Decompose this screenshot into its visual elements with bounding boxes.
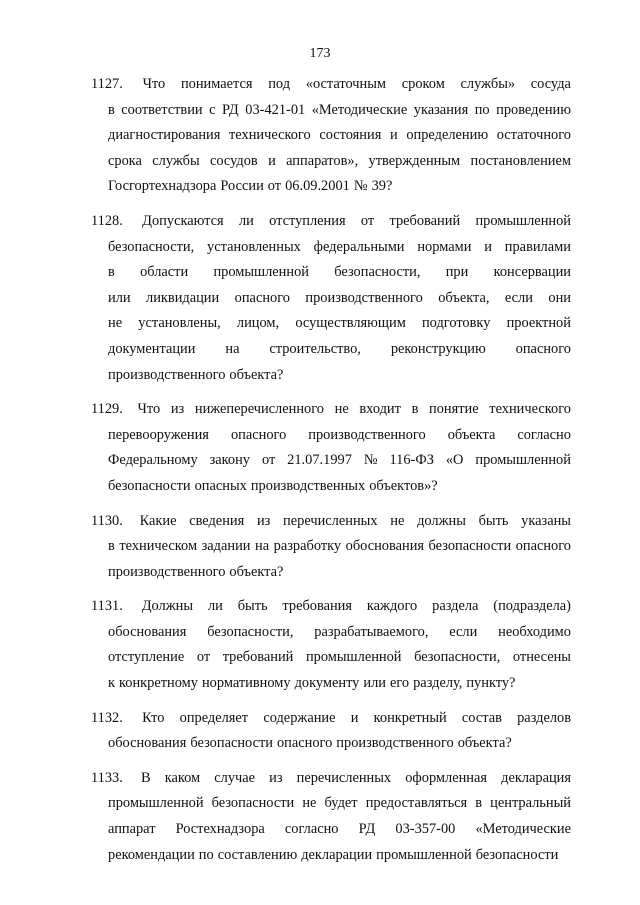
word: требования: [282, 598, 352, 615]
word: 06.09.2001: [285, 178, 350, 195]
word: на: [255, 538, 270, 555]
word: постановлением: [470, 152, 571, 169]
word: документу: [294, 675, 360, 692]
question-first-line: [91, 72, 571, 98]
word: проведению: [496, 101, 571, 118]
word: не: [390, 512, 405, 529]
word: «Методические: [475, 821, 571, 838]
word: обоснования: [108, 623, 187, 640]
word: случае: [214, 769, 256, 786]
word: опасного: [515, 538, 571, 555]
word: 116-ФЗ: [389, 452, 434, 469]
word: состав: [461, 709, 502, 726]
word: отступление: [108, 649, 185, 666]
word: Госгортехнадзора: [108, 178, 217, 195]
word: объекта?: [457, 735, 512, 752]
word: безопасности: [475, 846, 559, 863]
question-line: [91, 98, 571, 124]
word: «О: [445, 452, 464, 469]
word: перечисленных: [283, 512, 378, 529]
word: его: [389, 675, 410, 692]
word: определяет: [179, 709, 249, 726]
word: с: [209, 101, 216, 118]
word: входит: [359, 401, 401, 418]
word: или: [363, 675, 386, 692]
question-line: [91, 474, 571, 500]
question-item: [91, 209, 571, 388]
word: РД: [222, 101, 239, 118]
word: в: [108, 538, 115, 555]
question-item: [91, 594, 571, 696]
word: разрабатываемого,: [314, 623, 429, 640]
word: Должны: [141, 598, 194, 615]
word: объекта?: [229, 366, 284, 383]
question-line: [91, 791, 571, 817]
question-item: [91, 706, 571, 757]
word: по: [198, 846, 214, 863]
word: каждого: [366, 598, 418, 615]
word: России: [220, 178, 264, 195]
word: безопасности: [108, 477, 191, 494]
question-number: 1128.: [91, 212, 123, 229]
word: службы: [152, 152, 200, 169]
word: подготовку: [421, 315, 491, 332]
word: установленных: [207, 238, 301, 255]
question-item: [91, 397, 571, 499]
question-item: [91, 766, 571, 868]
word: сосудов: [209, 152, 258, 169]
word: производственного: [108, 366, 226, 383]
word: аппарат: [108, 821, 156, 838]
word: РД: [358, 821, 376, 838]
question-item: [91, 509, 571, 586]
word: ликвидации: [146, 289, 220, 306]
word: разделу,: [413, 675, 463, 692]
word: конкретный: [373, 709, 447, 726]
word: на: [225, 340, 240, 357]
word: перечисленных: [296, 769, 392, 786]
word: оформленная: [405, 769, 488, 786]
word: (подраздела): [493, 598, 571, 615]
word: составлению: [217, 846, 298, 863]
question-first-line: [91, 509, 571, 535]
word: диагностирования: [108, 127, 221, 144]
question-line: [91, 731, 571, 757]
question-line: [91, 337, 571, 363]
word: области: [140, 264, 189, 281]
question-number: 1129.: [91, 401, 123, 418]
word: требований: [389, 212, 461, 229]
word: промышленной: [213, 264, 309, 281]
word: ли: [238, 212, 254, 229]
word: промышленной: [475, 212, 571, 229]
word: документации: [108, 340, 196, 357]
word: технического: [229, 127, 311, 144]
word: Ростехнадзора: [175, 821, 265, 838]
word: срока: [108, 152, 142, 169]
word: должны: [417, 512, 466, 529]
word: отступления: [269, 212, 346, 229]
word: Что: [142, 76, 166, 92]
word: технического: [489, 401, 571, 418]
question-line: [91, 843, 571, 869]
question-line: [91, 448, 571, 474]
word: 03-357-00: [395, 821, 456, 838]
question-line: [91, 645, 571, 671]
word: закону: [209, 452, 251, 469]
word: от: [196, 649, 211, 666]
word: отнесены: [512, 649, 571, 666]
word: декларации: [301, 846, 373, 863]
word: соответствии: [121, 101, 203, 118]
word: из: [170, 401, 185, 418]
word: если: [504, 289, 533, 306]
word: объекта,: [438, 289, 490, 306]
word: в: [108, 264, 115, 281]
question-line: [91, 235, 571, 261]
word: нижеперечисленного: [194, 401, 324, 418]
word: от: [360, 212, 375, 229]
word: предоставляться: [365, 795, 468, 812]
word: в: [411, 401, 419, 418]
word: реконструкцию: [390, 340, 486, 357]
word: состояния: [319, 127, 382, 144]
word: понимается: [180, 76, 253, 92]
word: №: [363, 452, 378, 469]
question-number: 1131.: [91, 598, 123, 615]
word: промышленной: [475, 452, 571, 469]
question-line: [91, 311, 571, 337]
word: декларация: [501, 769, 571, 786]
word: от: [261, 452, 276, 469]
word: по: [474, 101, 490, 118]
word: безопасности: [190, 735, 273, 752]
question-first-line: [91, 397, 571, 423]
word: сроком: [401, 76, 445, 92]
word: центральный: [490, 795, 571, 812]
word: безопасности: [428, 538, 512, 555]
word: службы»: [460, 76, 516, 92]
question-number: 1133.: [91, 769, 123, 786]
word: определению: [406, 127, 489, 144]
word: и: [268, 152, 276, 169]
question-line: [91, 174, 571, 200]
word: промышленной: [376, 846, 472, 863]
word: утвержденным: [368, 152, 461, 169]
question-line: [91, 123, 571, 149]
word: безопасности,: [414, 649, 501, 666]
page-number: 173: [309, 46, 331, 61]
word: безопасности: [211, 795, 295, 812]
word: объекта?: [229, 563, 284, 580]
word: указаны: [521, 512, 571, 529]
word: промышленной: [305, 649, 402, 666]
word: согласно: [284, 821, 339, 838]
word: не: [302, 795, 317, 812]
word: быть: [237, 598, 268, 615]
word: и: [389, 127, 398, 144]
word: разработку: [273, 538, 342, 555]
word: пункту?: [466, 675, 516, 692]
word: Кто: [142, 709, 165, 726]
word: безопасности,: [334, 264, 421, 281]
word: 03-421-01: [245, 101, 306, 118]
word: строительство,: [269, 340, 361, 357]
word: производственного: [108, 563, 226, 580]
word: под: [268, 76, 291, 92]
word: объекта: [447, 426, 496, 443]
word: нормами: [417, 238, 472, 255]
word: Допускаются: [142, 212, 224, 229]
word: сведения: [189, 512, 245, 529]
question-line: [91, 149, 571, 175]
word: каком: [164, 769, 201, 786]
word: остаточного: [496, 127, 571, 144]
word: производственного: [305, 289, 423, 306]
word: и: [484, 238, 492, 255]
question-first-line: [91, 766, 571, 792]
word: безопасности,: [207, 623, 294, 640]
word: не: [108, 315, 123, 332]
word: Какие: [139, 512, 177, 529]
question-line: [91, 817, 571, 843]
word: ли: [207, 598, 223, 615]
word: обоснования: [108, 735, 187, 752]
word: опасного: [276, 735, 333, 752]
question-line: [91, 620, 571, 646]
word: из: [269, 769, 283, 786]
word: к: [108, 675, 115, 692]
word: содержание: [263, 709, 336, 726]
word: опасного: [230, 426, 287, 443]
word: В: [140, 769, 151, 786]
word: 39?: [371, 178, 393, 195]
word: в: [475, 795, 483, 812]
word: обоснования: [345, 538, 425, 555]
word: опасного: [515, 340, 571, 357]
word: безопасности,: [108, 238, 195, 255]
question-number: 1132.: [91, 709, 123, 726]
word: понятие: [429, 401, 479, 418]
word: при: [445, 264, 469, 281]
word: Что: [137, 401, 161, 418]
word: из: [256, 512, 271, 529]
word: указания: [413, 101, 469, 118]
word: правилами: [504, 238, 571, 255]
word: №: [353, 178, 368, 195]
word: раздела: [432, 598, 479, 615]
word: консервации: [493, 264, 571, 281]
word: производственных: [250, 477, 366, 494]
question-first-line: [91, 209, 571, 235]
question-line: [91, 363, 571, 389]
word: опасного: [234, 289, 290, 306]
question-first-line: [91, 594, 571, 620]
word: рекомендации: [108, 846, 195, 863]
word: установлены,: [138, 315, 221, 332]
question-first-line: [91, 706, 571, 732]
word: опасных: [194, 477, 247, 494]
word: разделов: [517, 709, 571, 726]
word: если: [449, 623, 478, 640]
word: «остаточным: [305, 76, 387, 92]
question-line: [91, 534, 571, 560]
word: быть: [478, 512, 509, 529]
word: проектной: [506, 315, 571, 332]
word: «Методические: [311, 101, 408, 118]
word: и: [350, 709, 359, 726]
word: осуществляющим: [295, 315, 406, 332]
word: сосуда: [530, 76, 571, 92]
word: производственного: [308, 426, 426, 443]
word: требований: [222, 649, 294, 666]
word: или: [108, 289, 131, 306]
question-line: [91, 286, 571, 312]
word: конкретному: [119, 675, 198, 692]
word: производственного: [336, 735, 454, 752]
word: промышленной: [108, 795, 204, 812]
word: техническом: [119, 538, 198, 555]
word: перевооружения: [108, 426, 209, 443]
question-list: [91, 72, 571, 877]
word: лицом,: [236, 315, 280, 332]
word: аппаратов»,: [286, 152, 359, 169]
word: нормативному: [201, 675, 291, 692]
word: будет: [324, 795, 358, 812]
question-number: 1127.: [91, 76, 123, 92]
word: в: [108, 101, 115, 118]
word: от: [267, 178, 282, 195]
word: объектов»?: [369, 477, 438, 494]
word: федеральными: [313, 238, 405, 255]
question-line: [91, 260, 571, 286]
word: Федеральному: [108, 452, 198, 469]
question-line: [91, 671, 571, 697]
word: они: [548, 289, 571, 306]
word: задании: [201, 538, 251, 555]
word: необходимо: [498, 623, 571, 640]
question-line: [91, 560, 571, 586]
word: согласно: [517, 426, 571, 443]
word: не: [334, 401, 349, 418]
question-number: 1130.: [91, 512, 123, 529]
question-item: [91, 72, 571, 200]
word: 21.07.1997: [287, 452, 352, 469]
question-line: [91, 423, 571, 449]
